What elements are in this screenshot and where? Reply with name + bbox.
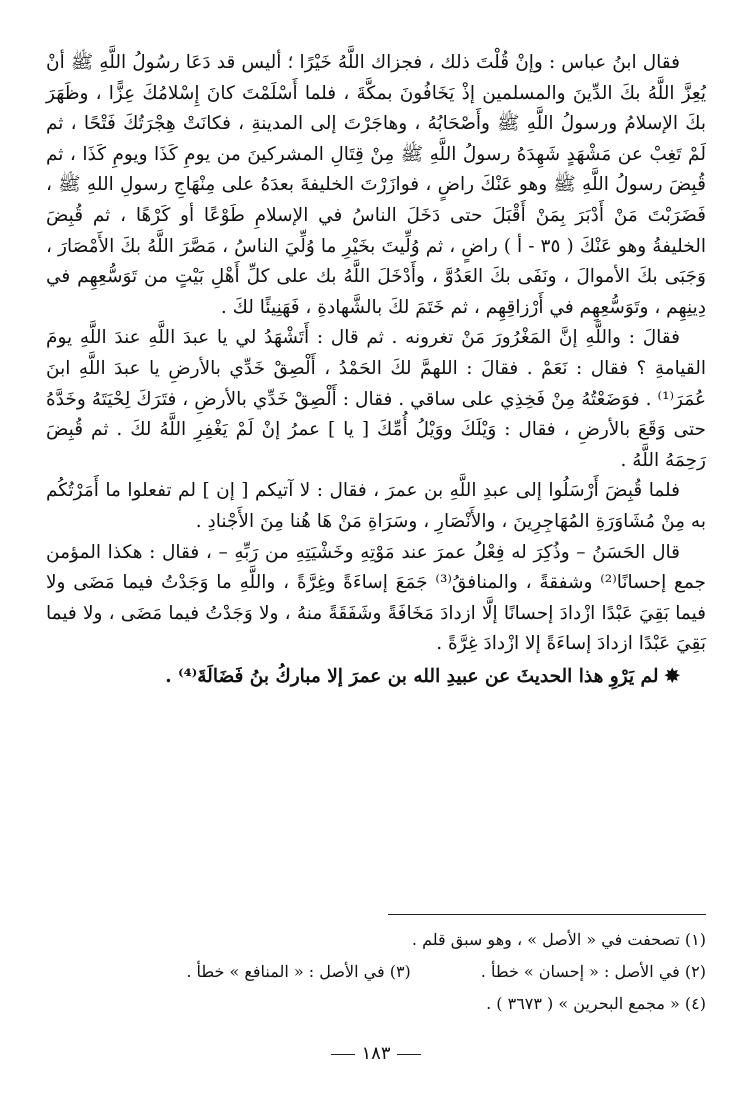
- dash-decoration: [331, 1054, 355, 1055]
- footnote-3: (٣) في الأصل : « المنافع » خطأ .: [186, 962, 411, 981]
- footnote-2: (٢) في الأصل : « إحسان » خطأ .: [480, 962, 706, 981]
- paragraph-abdullah-ibn-umar: فلما قُبِضَ أَرْسَلُوا إلى عبدِ اللَّهِ بن عمرَ ، فقال : لا آتيكم [ إن ] لم تفعلوا ما أَمَرْتُكُم به مِنْ مُشَاوَرَةِ المُهَاجِرِينَ ، والأَنْصَارِ ، وسَرَاةِ مَنْ هَا هُنا مِنَ الأَجْنادِ .: [46, 480, 706, 532]
- page-number-footer: [0, 1043, 752, 1064]
- footnote-row-2-3: [46, 956, 706, 988]
- footnote-1: (١) تصحفت في « الأصل » ، وهو سبق قلم .: [411, 930, 706, 949]
- star-icon: ✸: [664, 665, 680, 687]
- page-number: ١٨٣: [361, 1043, 391, 1064]
- hadith-note: [46, 660, 706, 694]
- dash-decoration: [397, 1054, 421, 1055]
- paragraph-ibn-abbas: فقال ابنُ عباس : وإنْ قُلْتَ ذلك ، فجزاك اللَّهُ خَيْرًا ؛ أليس قد دَعَا رسُولُ اللَّهِ ﷺ أنْ يُعِزَّ اللَّهُ بكَ الدِّينَ والمسلمين إذْ يَخَافُونَ بمكَّةَ ، فلما أَسْلَمْتَ كانَ إِسْلامُكَ عِزًّا ، وظَهَرَ بكَ الإسلامُ ورسولُ اللَّهِ ﷺ وأَصْحَابُهُ ، وهاجَرْتَ إلى المدينةِ ، فكانَتْ هِجْرَتُكَ فَتْحًا ، ثم لَمْ تَغِبْ عن مَشْهَدٍ شَهِدَهُ رسولُ اللَّهِ ﷺ مِنْ قِتَالِ المشركينَ من يومِ كَذَا ويومِ كَذَا ، ثم قُبِضَ رسولُ اللَّهِ ﷺ وهو عَنْكَ راضٍ ، فوازَرْتَ الخليفةَ بعدَهُ على مِنْهَاجِ رسولِ اللهِ ﷺ ، فَضَرَبْتَ مَنْ أَدْبَرَ بِمَنْ أَقْبَلَ حتى دَخَلَ الناسُ في الإسلامِ طَوْعًا أو كَرْهًا ، ثم قُبِضَ الخليفةُ وهو عَنْكَ ( ٣٥ - أ ) راضٍ ، ثم وُلِّيتَ بخَيْرِ ما وُلِّيَ الناسُ ، مَصَّرَ اللَّهُ بكَ الأَمْصَارَ ، وَجَبَى بكَ الأموالَ ، ونَفَى بكَ العَدُوَّ ، وأَدْخَلَ اللَّهُ بك على كلِّ أَهْلِ بَيْتٍ من تَوَسُّعِهِم في دِينِهِم ، وتَوَسُّعِهِم في أَرْزاقِهِم ، ثم خَتَمَ لكَ بالشَّهادةِ ، فَهَنِيئًا لكَ .: [46, 52, 706, 318]
- footnote-4: (٤) « مجمع البحرين » ( ٣٦٧٣ ) .: [486, 994, 706, 1013]
- paragraph-al-hasan: قال الحَسَنُ – وذُكِرَ له فِعْلُ عمرَ عند مَوْتِهِ وخَشْيَتِهِ من رَبِّهِ – ، فقال : هكذا المؤمن جمع إحسانًا⁽²⁾ وشفقةً ، والمنافقُ⁽³⁾ جَمَعَ إساءَةً وغِرَّةً ، واللَّهِ ما وَجَدْتُ فيما مَضَى ولا فيما بَقِيَ عَبْدًا ازْدادَ إحسانًا إلَّا ازدادَ مَخَافَةً وشَفَقَةً منهُ ، ولا وَجَدْتُ فيما مَضَى ، ولا فيما بَقِيَ عَبْدًا ازدادَ إساءَةً إلا ازْدادَ غِرَّةً .: [46, 541, 706, 655]
- footnotes: [46, 924, 706, 1020]
- hadith-note-text: لم يَرْوِ هذا الحديثَ عن عبيدِ الله بن عمرَ إلا مباركُ بنُ فَضَالَةَ⁽⁴⁾ .: [165, 665, 659, 687]
- footnote-divider: [388, 914, 706, 915]
- paragraph-umar-reply: فقالَ : واللَّهِ إنَّ المَغْرُورَ مَنْ تغرونه . ثم قال : أَتَشْهَدُ لي يا عبدَ اللَّهِ عندَ اللَّهِ يومَ القيامةِ ؟ فقال : نَعَمْ . فقالَ : اللهمَّ لكَ الحَمْدُ ، أَلْصِقْ خَدِّي بالأرضِ يا عبدَ اللَّهِ ابنَ عُمَرَ⁽¹⁾ . فوَضَعْتُهُ مِنْ فَخِذِي على ساقي . فقال : أَلْصِقْ خَدِّي بالأرضِ ، فتَرَكَ لِحْيَتَهُ وخَدَّهُ حتى وَقَعَ بالأرضِ ، فقال : وَيْلَكَ ووَيْلُ أُمِّكَ [ يا ] عمرُ إنْ لَمْ يَغْفِرِ اللَّهُ لكَ . ثم قُبِضَ رَحِمَهُ اللَّهُ .: [46, 327, 706, 471]
